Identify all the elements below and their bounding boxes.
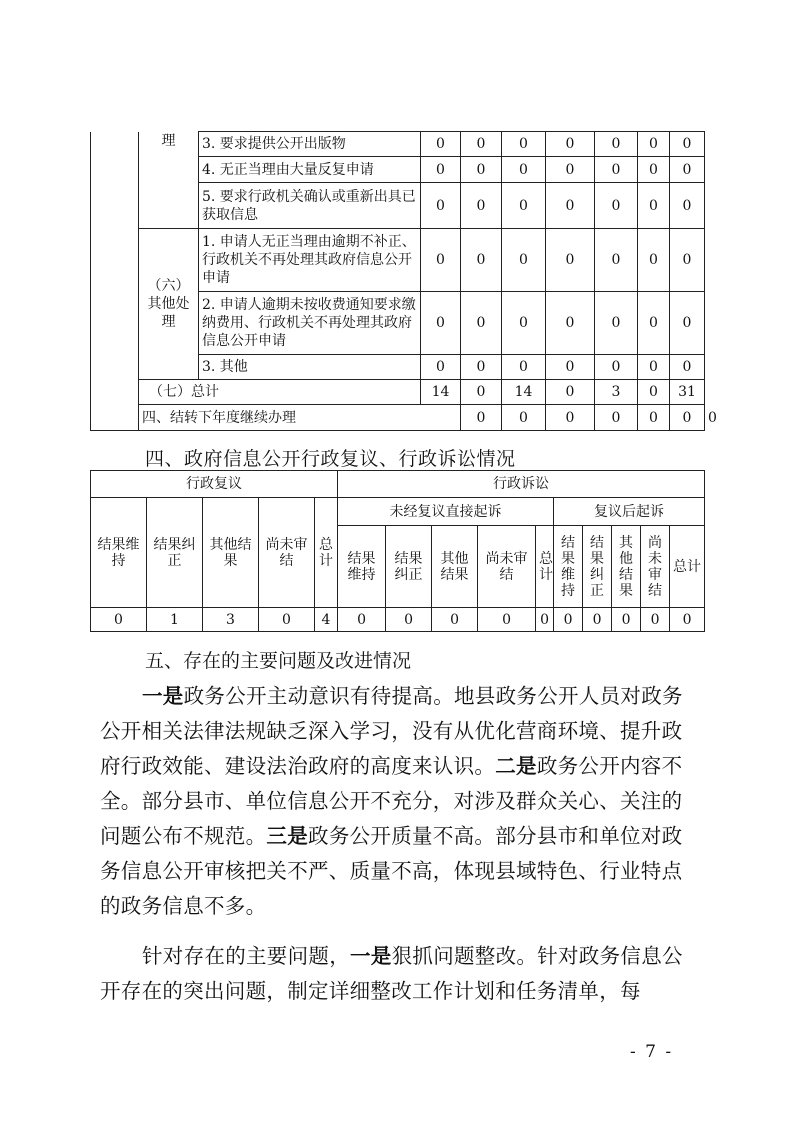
cell-value: 0 — [502, 132, 546, 157]
cell-value: 0 — [595, 292, 638, 355]
paragraph-text: 政务公开主动意识有待提高。地县政务公开人员对政务公开相关法律法规缺乏深入学习，没有从优化营商环境、提升政府行政效能、建设法治政府的高度来认识。 — [100, 684, 683, 778]
after-value: 0 — [612, 608, 641, 632]
cell-value: 0 — [670, 132, 705, 157]
cell-value: 0 — [421, 157, 461, 183]
cell-value: 0 — [421, 229, 461, 292]
direct-col-header: 结果维持 — [338, 526, 386, 608]
cell-value: 0 — [546, 183, 595, 229]
bold-lead: 一是 — [142, 684, 184, 708]
after-value: 0 — [670, 608, 705, 632]
total-value: 0 — [461, 380, 502, 405]
cell-value: 0 — [461, 132, 502, 157]
after-col-header: 其他结果 — [612, 526, 641, 608]
cell-value: 0 — [595, 229, 638, 292]
cell-value: 0 — [421, 355, 461, 380]
direct-col-header: 总计 — [536, 526, 554, 608]
review-value: 1 — [147, 608, 203, 632]
review-value: 4 — [315, 608, 338, 632]
after-col-header: 尚未审结 — [641, 526, 670, 608]
direct-value: 0 — [536, 608, 554, 632]
total-value: 0 — [638, 380, 670, 405]
section-4-heading: 四、政府信息公开行政复议、行政诉讼情况 — [145, 448, 516, 470]
group-label-partial: 理 — [139, 132, 199, 229]
review-col-header: 总计 — [315, 498, 338, 608]
cell-value: 0 — [546, 132, 595, 157]
disposition-table: 理 3. 要求提供公开出版物 0 0 0 0 0 0 0 4. 无正当理由大量反复申请 0 0 0 0 0 0 0 5. 要求行政机关确认或重新出具已获取信息 0 0 0 0 0 0 0 （六） 其他处理 1. 申请人无正当理由逾期不补正、行政机关不再处理其政府信息公开申请 0 0 0 0 0 0 0 2. 申请人逾期未按收费通知要求缴纳费用、行政机关不再处理其政府信息公开申请 0 0 0 0 0 0 0 3. 其他 0 0 0 0 0 0 0 （七）总计 14 0 14 0 3 0 31 四、结转下年度继续办理 0 0 0 0 0 0 0 — [90, 131, 705, 431]
section-5-heading: 五、存在的主要问题及改进情况 — [145, 650, 412, 672]
direct-value: 0 — [432, 608, 478, 632]
cell-value: 0 — [595, 157, 638, 183]
bold-lead: 二是 — [495, 754, 537, 778]
cell-value: 0 — [502, 183, 546, 229]
group-label-other — [139, 229, 199, 380]
cell-value: 0 — [461, 292, 502, 355]
review-value: 0 — [91, 608, 147, 632]
cell-value: 0 — [546, 292, 595, 355]
cell-value: 0 — [421, 132, 461, 157]
cell-value: 0 — [670, 183, 705, 229]
cell-value: 0 — [502, 292, 546, 355]
row-label: 3. 其他 — [199, 355, 421, 380]
total-value: 14 — [421, 380, 461, 405]
cell-value: 0 — [638, 157, 670, 183]
carry-over-label: 四、结转下年度继续办理 — [139, 405, 461, 431]
review-col-header: 结果维持 — [91, 498, 147, 608]
carry-value: 0 — [502, 405, 546, 431]
paragraph-text: 狠抓问题整改。针对政务信息公开存在的突出问题，制定详细整改工作计划和任务清单，每 — [100, 944, 683, 1003]
cell-value: 0 — [421, 292, 461, 355]
cell-value: 0 — [502, 229, 546, 292]
review-col-header: 尚未审结 — [259, 498, 315, 608]
review-value: 3 — [203, 608, 259, 632]
carry-value: 0 — [595, 405, 638, 431]
cell-value: 0 — [638, 229, 670, 292]
row-label: 3. 要求提供公开出版物 — [199, 132, 421, 157]
direct-col-header: 结果纠正 — [386, 526, 432, 608]
review-col-header: 结果纠正 — [147, 498, 203, 608]
direct-col-header: 其他结果 — [432, 526, 478, 608]
cell-value: 0 — [595, 132, 638, 157]
carry-value: 0 — [638, 405, 670, 431]
row-label: 2. 申请人逾期未按收费通知要求缴纳费用、行政机关不再处理其政府信息公开申请 — [199, 292, 421, 355]
cell-value: 0 — [595, 355, 638, 380]
page-number: - 7 - — [630, 1042, 674, 1062]
review-col-header: 其他结果 — [203, 498, 259, 608]
total-value: 31 — [670, 380, 705, 405]
cell-value: 0 — [461, 355, 502, 380]
cell-value: 0 — [546, 157, 595, 183]
cell-value: 0 — [461, 183, 502, 229]
bold-lead: 三是 — [266, 824, 309, 848]
cell-value: 0 — [546, 229, 595, 292]
after-col-header: 结果纠正 — [583, 526, 612, 608]
header-direct-suit: 未经复议直接起诉 — [338, 498, 554, 526]
cell-value: 0 — [421, 183, 461, 229]
header-review: 行政复议 — [91, 471, 338, 498]
blank-cell — [91, 132, 139, 431]
cell-value: 0 — [670, 229, 705, 292]
carry-value: 0 — [670, 405, 705, 431]
carry-value: 0 — [546, 405, 595, 431]
total-value: 14 — [502, 380, 546, 405]
direct-value: 0 — [478, 608, 536, 632]
paragraph-text: 针对存在的主要问题， — [142, 944, 350, 968]
direct-value: 0 — [386, 608, 432, 632]
header-after-review-suit: 复议后起诉 — [554, 498, 705, 526]
paragraph-text: 政务公开内容不全。部分县市、单位信息公开不充分，对涉及群众关心、关注的问题公布不规范。 — [100, 754, 683, 848]
paragraph-improvements — [100, 939, 698, 1009]
cell-value: 0 — [638, 355, 670, 380]
cell-value: 0 — [595, 183, 638, 229]
paragraph-problems — [100, 679, 698, 924]
direct-value: 0 — [338, 608, 386, 632]
row-label: 4. 无正当理由大量反复申请 — [199, 157, 421, 183]
carry-value: 0 — [461, 405, 502, 431]
cell-value: 0 — [638, 132, 670, 157]
after-value: 0 — [554, 608, 583, 632]
after-value: 0 — [583, 608, 612, 632]
group-label-line: 其他处理 — [147, 296, 190, 330]
direct-col-header: 尚未审结 — [478, 526, 536, 608]
review-lawsuit-table — [90, 470, 705, 632]
cell-value: 0 — [546, 355, 595, 380]
total-value: 0 — [546, 380, 595, 405]
cell-value: 0 — [670, 292, 705, 355]
group-label-line: （六） — [147, 278, 190, 294]
cell-value: 0 — [670, 355, 705, 380]
row-label: 5. 要求行政机关确认或重新出具已获取信息 — [199, 183, 421, 229]
cell-value: 0 — [502, 355, 546, 380]
cell-value: 0 — [502, 157, 546, 183]
bold-lead: 一是 — [350, 944, 392, 968]
cell-value: 0 — [638, 183, 670, 229]
cell-value: 0 — [670, 157, 705, 183]
after-value: 0 — [641, 608, 670, 632]
after-col-header: 结果维持 — [554, 526, 583, 608]
review-value: 0 — [259, 608, 315, 632]
row-label: 1. 申请人无正当理由逾期不补正、行政机关不再处理其政府信息公开申请 — [199, 229, 421, 292]
total-value: 3 — [595, 380, 638, 405]
cell-value: 0 — [461, 229, 502, 292]
cell-value: 0 — [461, 157, 502, 183]
header-lawsuit: 行政诉讼 — [338, 471, 705, 498]
total-label: （七）总计 — [139, 380, 421, 405]
after-col-header: 总计 — [670, 526, 705, 608]
cell-value: 0 — [638, 292, 670, 355]
paragraph-text: 政务公开质量不高。部分县市和单位对政务信息公开审核把关不严、质量不高，体现县域特色、行业特点的政务信息不多。 — [100, 824, 683, 918]
